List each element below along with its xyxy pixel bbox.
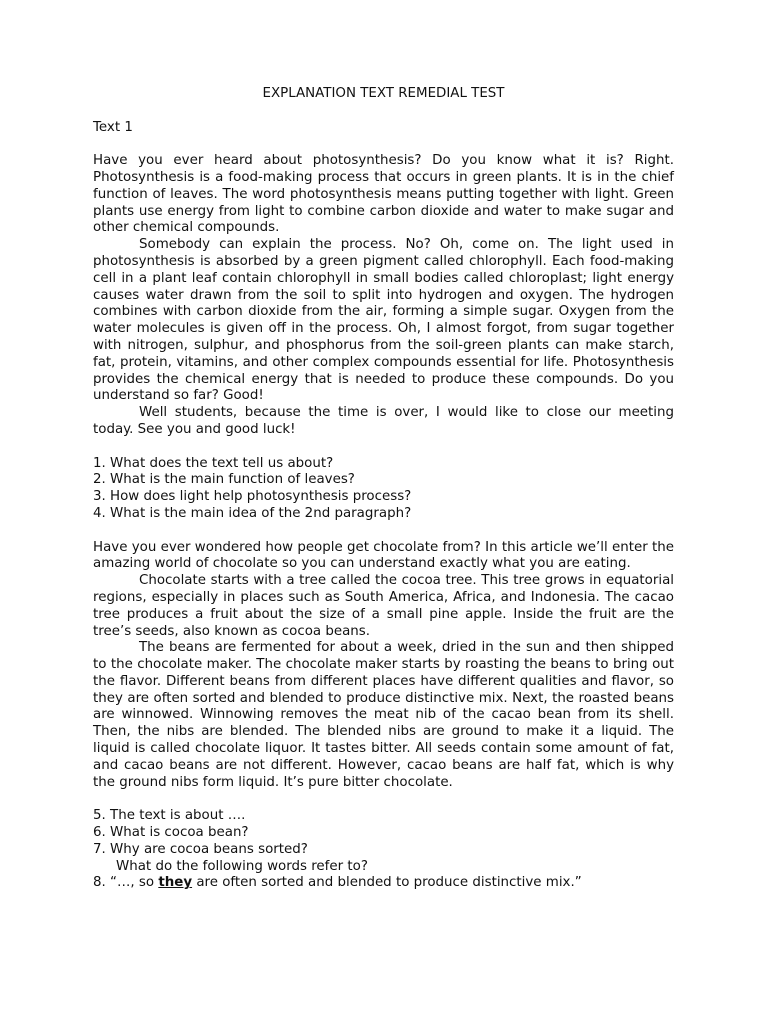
- text1-paragraph-1: Have you ever heard about photosynthesis? Do you know what it is? Right. Photosynthesis is a food-making process that occurs in green plants. It is in the chief function of leaves. The word photosynthesis means putting together with light. Green plants use energy from light to combine carbon dioxide and water to make sugar and other chemical compounds.: [93, 153, 674, 236]
- text1-paragraph-3: Well students, because the time is over, I would like to close our meeting today. See you and good luck!: [93, 405, 674, 437]
- text2-paragraph-3: The beans are fermented for about a week, dried in the sun and then shipped to the chocolate maker. The chocolate maker starts by roasting the beans to bring out the flavor. Different beans from different places have different qualities and flavor, so they are often sorted and blended to produce distinctive mix. Next, the roasted beans are winnowed. Winnowing removes the meat nib of the cacao bean from its shell. Then, the nibs are blended. The blended nibs are ground to make it a liquid. The liquid is called chocolate liquor. It tastes bitter. All seeds contain some amount of fat, and cacao beans are not different. However, cacao beans are half fat, which is why the ground nibs form liquid. It’s pure bitter chocolate.: [93, 640, 674, 790]
- spacer: [93, 791, 674, 808]
- document-title: EXPLANATION TEXT REMEDIAL TEST: [262, 86, 505, 101]
- question-8: [93, 875, 674, 892]
- question-3: 3. How does light help photosynthesis process?: [93, 489, 412, 505]
- document-page: [93, 86, 674, 892]
- question-5: 5. The text is about ….: [93, 808, 246, 824]
- text2-paragraph-1: Have you ever wondered how people get chocolate from? In this article we’ll enter the amazing world of chocolate so you can understand exactly what you are eating.: [93, 539, 674, 572]
- text2-paragraph-2: Chocolate starts with a tree called the cocoa tree. This tree grows in equatorial regions, especially in places such as South America, Africa, and Indonesia. The cacao tree produces a fruit about the size of a small pine apple. Inside the fruit are the tree’s seeds, also known as cocoa beans.: [93, 573, 674, 639]
- question-8-suffix: are often sorted and blended to produce distinctive mix.”: [192, 875, 582, 891]
- text1-paragraph-2: Somebody can explain the process. No? Oh, come on. The light used in photosynthesis is absorbed by a green pigment called chlorophyll. Each food-making cell in a plant leaf contain chlorophyll in small bodies called chloroplast; light energy causes water drawn from the soil to split into hydrogen and oxygen. The hydrogen combines with carbon dioxide from the air, forming a simple sugar. Oxygen from the water molecules is given off in the process. Oh, I almost forgot, from sugar together with nitrogen, sulphur, and phosphorus from the soil-green plants can make starch, fat, protein, vitamins, and other complex compounds essential for life. Photosynthesis provides the chemical energy that is needed to produce these compounds. Do you understand so far? Good!: [93, 237, 674, 404]
- question-1: 1. What does the text tell us about?: [93, 455, 334, 471]
- question-2: 2. What is the main function of leaves?: [93, 472, 355, 488]
- spacer: [93, 136, 674, 153]
- spacer: [93, 523, 674, 540]
- spacer: [93, 103, 674, 120]
- question-6: 6. What is cocoa bean?: [93, 825, 249, 841]
- question-8-prefix: 8. “…, so: [93, 875, 159, 891]
- spacer: [93, 439, 674, 456]
- question-8-reference-word: they: [158, 875, 193, 891]
- section-label: Text 1: [93, 119, 133, 135]
- question-7: 7. Why are cocoa beans sorted?: [93, 841, 308, 857]
- reference-instruction: What do the following words refer to?: [116, 858, 368, 874]
- question-4: 4. What is the main idea of the 2nd paragraph?: [93, 505, 412, 521]
